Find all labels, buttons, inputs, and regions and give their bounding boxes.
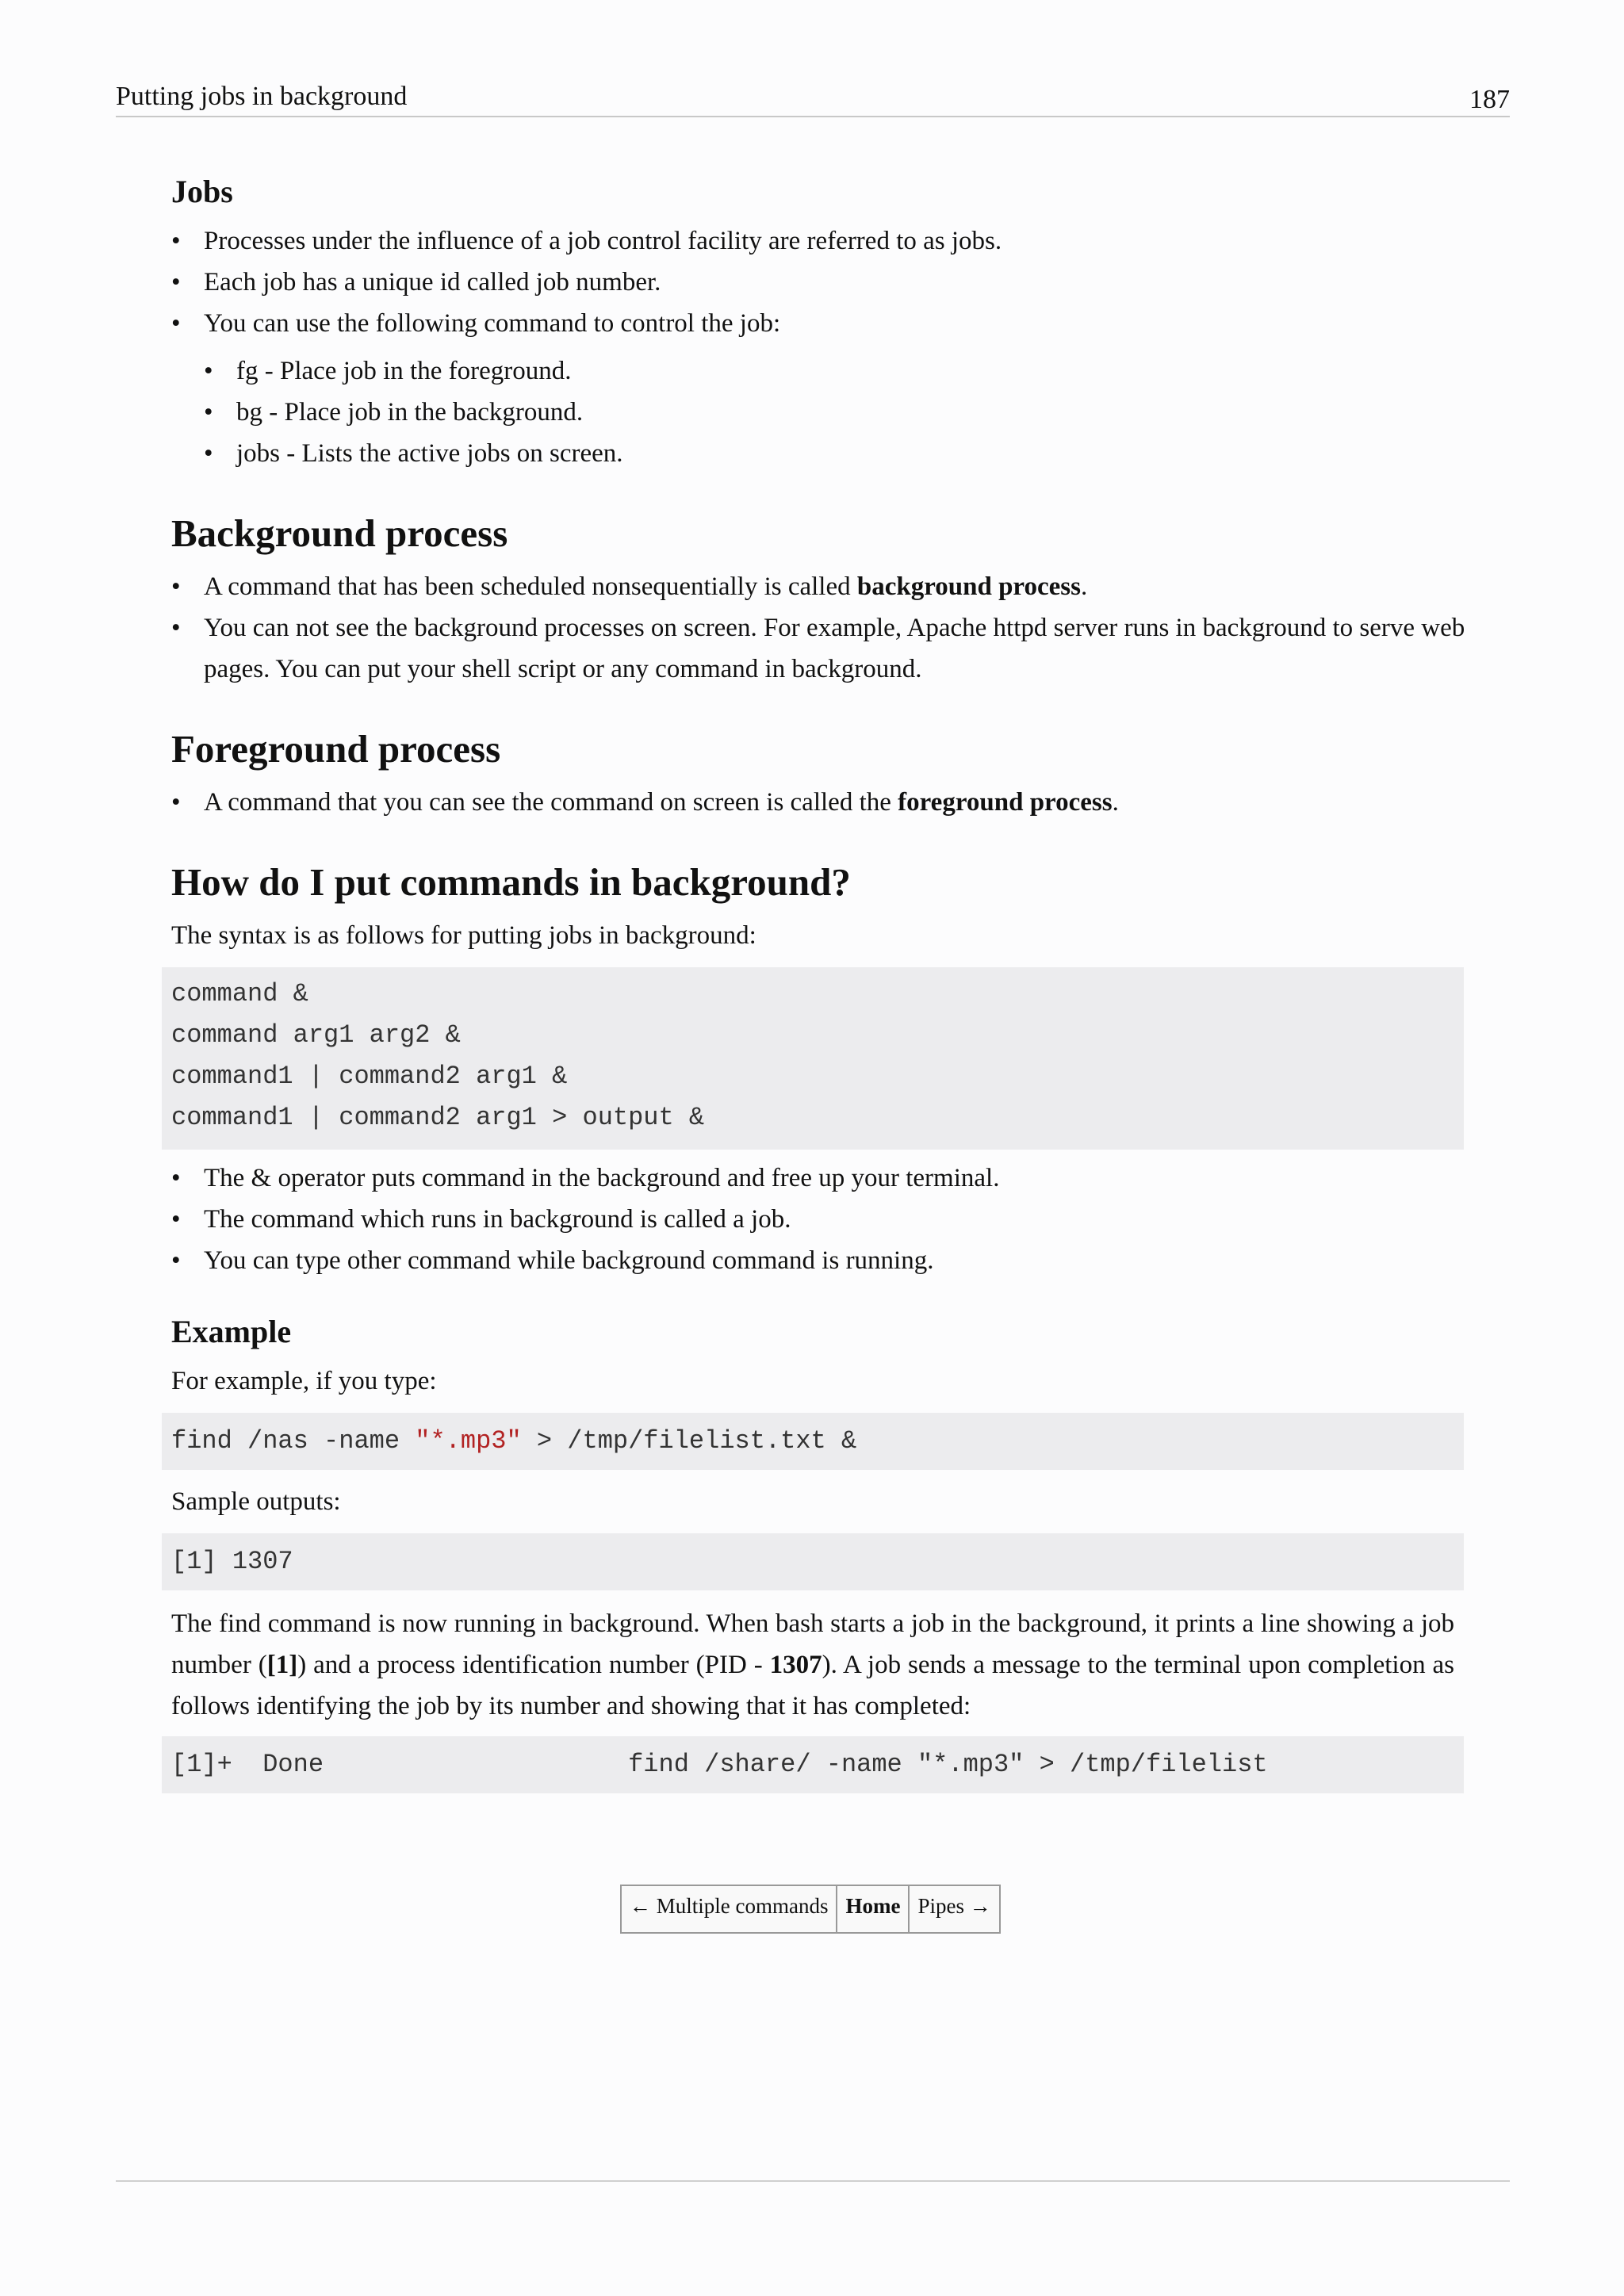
- howto-section: [171, 850, 1464, 1281]
- list-item: [171, 566, 1464, 607]
- text-run: A command that has been scheduled nonsequentially is called: [204, 572, 857, 601]
- text-run: ). A job sends a message to the terminal upon completion as follows identifying the job by its number and showing that it has completed:: [171, 1651, 1454, 1720]
- foreground-heading: Foreground process: [171, 727, 501, 771]
- list-item: • jobs - Lists the active jobs on screen.: [204, 433, 1464, 474]
- list-item: • Processes under the influence of a job control facility are referred to as jobs.: [171, 220, 1464, 262]
- sample-outputs-label: Sample outputs:: [171, 1487, 341, 1516]
- page-number: 187: [1469, 85, 1510, 114]
- page-header-title: Putting jobs in background: [116, 82, 408, 111]
- foreground-section: [171, 717, 1464, 823]
- howto-intro: The syntax is as follows for putting jobs in background:: [171, 921, 756, 950]
- code-line: command1 | command2 arg1 &: [171, 1062, 568, 1091]
- foreground-list: [171, 782, 1464, 823]
- code-string: "*.mp3": [415, 1426, 522, 1456]
- list-item: • bg - Place job in the background.: [204, 392, 1464, 433]
- syntax-code-block: [162, 967, 1464, 1150]
- list-item: • Each job has a unique id called job number.: [171, 262, 1464, 303]
- explanation-paragraph: [171, 1603, 1454, 1727]
- list-item: • The command which runs in background is called a job.: [171, 1199, 1464, 1240]
- background-list: [171, 566, 1464, 690]
- prev-page-link[interactable]: ← Multiple commands: [621, 1885, 837, 1933]
- jobs-list: [171, 220, 1464, 344]
- list-item: • You can not see the background processes on screen. For example, Apache httpd server runs in background to serve web pages. You can put your shell script or any command in background.: [171, 607, 1473, 690]
- code-line: command1 | command2 arg1 > output &: [171, 1103, 705, 1132]
- page-header: [116, 79, 1510, 117]
- text-run: .: [1112, 788, 1119, 817]
- example-heading: Example: [171, 1314, 292, 1349]
- code-line: command &: [171, 979, 308, 1008]
- code-line: command arg1 arg2 &: [171, 1020, 461, 1050]
- list-item: • fg - Place job in the foreground.: [204, 350, 1464, 392]
- jobs-heading: Jobs: [171, 174, 233, 209]
- home-link[interactable]: Home: [837, 1885, 909, 1933]
- howto-list: [171, 1158, 1464, 1281]
- find-command-code: [162, 1413, 1464, 1470]
- code-text: find /nas -name: [171, 1426, 416, 1456]
- page-navigation: [620, 1885, 1001, 1934]
- text-run: ) and a process identification number (PID -: [297, 1651, 770, 1679]
- code-text: > /tmp/filelist.txt &: [521, 1426, 857, 1456]
- bold-term: background process: [856, 572, 1081, 601]
- text-run: The find command is now running in background. When bash starts a job in the background, it prints a line showing a job number (: [171, 1609, 1454, 1679]
- footer-divider: [116, 2180, 1510, 2182]
- jobs-section: [171, 163, 1464, 474]
- job-commands-list: [204, 350, 1464, 474]
- example-intro: For example, if you type:: [171, 1367, 437, 1395]
- list-item: • You can type other command while background command is running.: [171, 1240, 1464, 1281]
- background-section: [171, 501, 1464, 690]
- main-content: [171, 159, 1464, 1793]
- sample-output-code: [1] 1307: [162, 1533, 1464, 1590]
- bold-term: 1307: [769, 1651, 822, 1679]
- list-item: • The & operator puts command in the background and free up your terminal.: [171, 1158, 1464, 1199]
- text-run: A command that you can see the command on screen is called the: [204, 788, 898, 817]
- next-page-link[interactable]: Pipes →: [909, 1885, 999, 1933]
- list-item: [171, 782, 1464, 823]
- example-section: [171, 1303, 1464, 1793]
- list-item: • You can use the following command to control the job:: [171, 303, 1464, 344]
- text-run: .: [1080, 572, 1088, 601]
- bold-term: foreground process: [898, 788, 1113, 817]
- background-heading: Background process: [171, 511, 508, 555]
- done-output-code: [1]+ Done find /share/ -name "*.mp3" > /tmp/filelist: [162, 1736, 1464, 1793]
- howto-heading: How do I put commands in background?: [171, 860, 851, 904]
- bold-term: [1]: [266, 1651, 298, 1679]
